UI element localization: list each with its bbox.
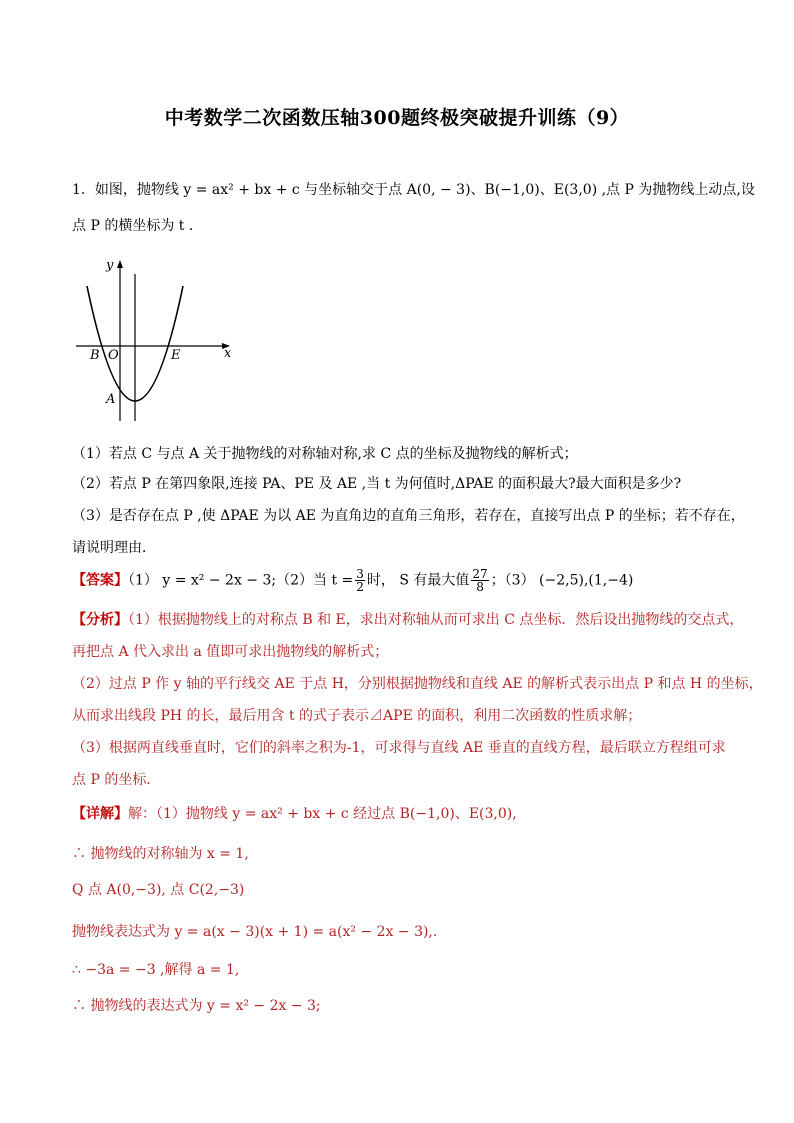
detail-line-5: ∴ −3a = −3 ,解得 a = 1, [72, 962, 240, 978]
analysis-line-3: （2）过点 P 作 y 轴的平行线交 AE 于点 H，分别根据抛物线和直线 AE 的解析式表示出点 P 和点 H 的坐标， [72, 676, 763, 692]
answer-line [72, 568, 633, 593]
detail-line-2: ∴ 抛物线的对称轴为 x = 1, [72, 846, 249, 862]
answer-tag: 【答案】 [72, 572, 128, 589]
point-a-label: A [106, 392, 116, 407]
point-b-label: B [90, 348, 100, 363]
point-e-label: E [171, 348, 181, 363]
answer-part-2: 时， S 有最大值 [366, 572, 470, 589]
detail-line-4: 抛物线表达式为 y = a(x − 3)(x + 1) = a(x² − 2x − 3),. [72, 924, 438, 940]
origin-label: O [108, 348, 119, 363]
parabola-figure [70, 256, 250, 426]
part-1-text: （1）若点 C 与点 A 关于抛物线的对称轴对称,求 C 点的坐标及抛物线的解析式； [72, 446, 578, 462]
analysis-line-4: 从而求出线段 PH 的长，最后用含 t 的式子表示⊿APE 的面积，利用二次函数的性质求解； [72, 708, 642, 724]
detail-line-6: ∴ 抛物线的表达式为 y = x² − 2x − 3; [72, 998, 321, 1014]
fraction-t: $\frac{3}{2}$ [356, 567, 364, 594]
answer-part-3: ；（3） (−2,5),(1,−4) [490, 572, 634, 589]
question-1-line-2: 点 P 的横坐标为 t ． [72, 218, 203, 234]
y-axis-label: y [106, 258, 114, 273]
x-axis-label: x [224, 346, 232, 361]
analysis-line-1: 【分析】（1）根据抛物线上的对称点 B 和 E，求出对称轴从而可求出 C 点坐标．然后设出抛物线的交点式， [72, 612, 744, 628]
analysis-line-2: 再把点 A 代入求出 a 值即可求出抛物线的解析式； [72, 644, 389, 660]
answer-part-1: （1） y = x² − 2x − 3;（2）当 t = [128, 572, 354, 589]
question-1-line-1: 1．如图，抛物线 y = ax² + bx + c 与坐标轴交于点 A(0, − 3)、B(−1,0)、E(3,0) ,点 P 为抛物线上动点,设 [72, 182, 755, 198]
fraction-max-area: $\frac{27}{8}$ [472, 567, 488, 594]
detail-line-3: Q 点 A(0,−3), 点 C(2,−3) [72, 882, 245, 898]
page-title: 中考数学二次函数压轴300题终极突破提升训练（9） [164, 107, 630, 129]
part-3-text-line-1: （3）是否存在点 P ,使 ΔPAE 为以 AE 为直角边的直角三角形，若存在，直接写出点 P 的坐标；若不存在， [72, 508, 745, 524]
detail-line-1: 【详解】解：（1）抛物线 y = ax² + bx + c 经过点 B(−1,0)、E(3,0), [72, 806, 517, 822]
analysis-line-6: 点 P 的坐标． [72, 772, 161, 788]
analysis-line-5: （3）根据两直线垂直时，它们的斜率之积为-1，可求得与直线 AE 垂直的直线方程，最后联立方程组可求 [72, 740, 726, 756]
part-2-text: （2）若点 P 在第四象限,连接 PA、PE 及 AE ,当 t 为何值时,ΔPAE 的面积最大?最大面积是多少? [72, 476, 682, 492]
part-3-text-line-2: 请说明理由． [72, 540, 156, 556]
